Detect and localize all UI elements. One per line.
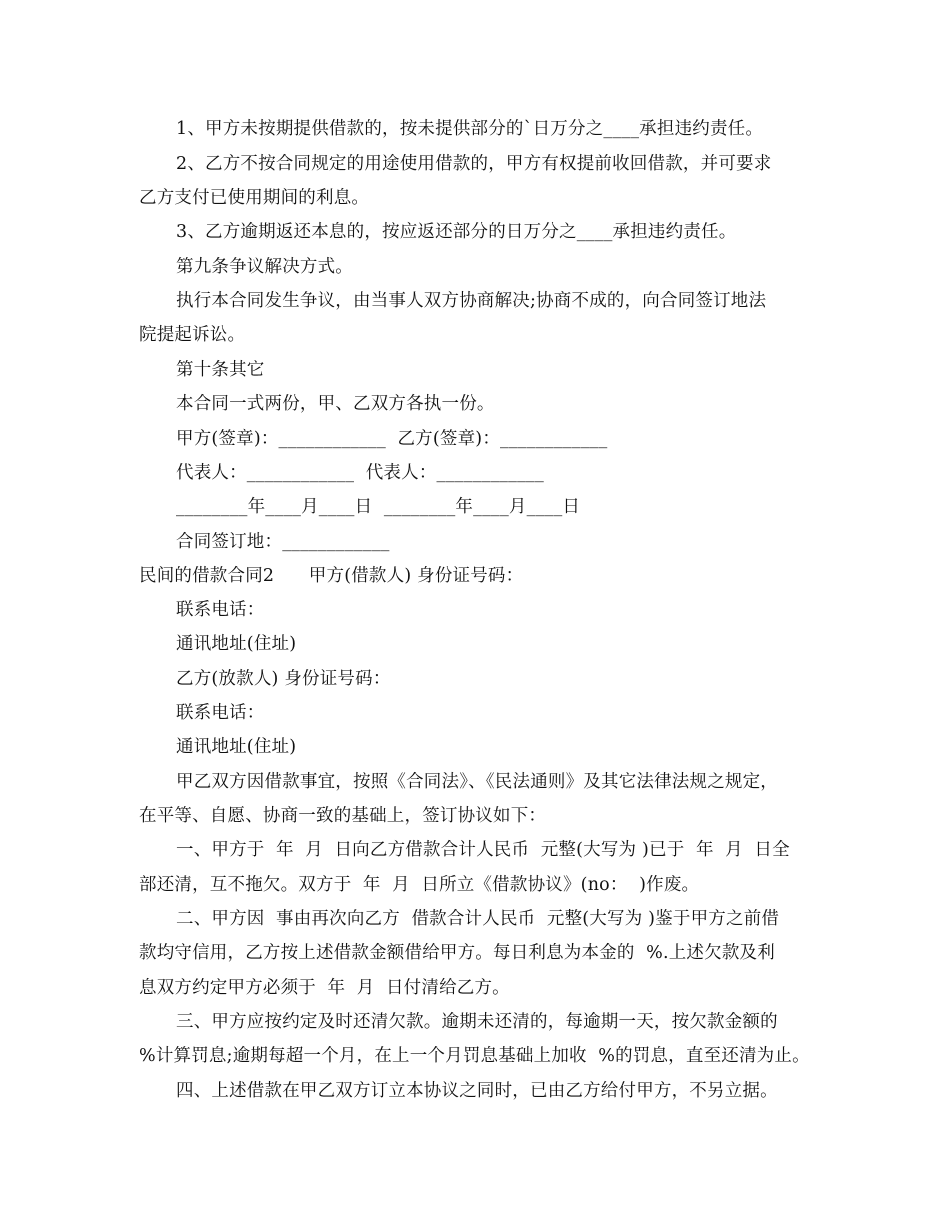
clause-one: 一、甲方于 年 月 日向乙方借款合计人民币 元整(大写为 )已于 年 月 日全 — [176, 840, 790, 860]
article-10-heading: 第十条其它 — [176, 360, 265, 380]
party-b-phone: 联系电话： — [176, 703, 265, 723]
party-a-phone: 联系电话： — [176, 600, 265, 620]
party-b-address: 通讯地址(住址) — [176, 737, 297, 757]
clause-line-1: 1、甲方未按期提供借款的，按未提供部分的`日万分之____承担违约责任。 — [176, 119, 764, 139]
clause-three: 三、甲方应按约定及时还清欠款。逾期未还清的，每逾期一天，按欠款金额的 — [176, 1012, 778, 1032]
article-10-body: 本合同一式两份，甲、乙双方各执一份。 — [176, 394, 495, 414]
clause-four: 四、上述借款在甲乙双方订立本协议之同时，已由乙方给付甲方，不另立据。 — [176, 1081, 778, 1101]
article-9-heading: 第九条争议解决方式。 — [176, 257, 353, 277]
party-b-id: 乙方(放款人) 身份证号码： — [176, 669, 391, 689]
party-a-address: 通讯地址(住址) — [176, 634, 297, 654]
contract-2-title-line: 民间的借款合同2 甲方(借款人) 身份证号码： — [139, 566, 524, 586]
clause-line-3: 3、乙方逾期返还本息的，按应返还部分的日万分之____承担违约责任。 — [176, 222, 737, 242]
representative-line: 代表人：____________ 代表人：____________ — [176, 463, 544, 483]
preamble-line-cont: 在平等、自愿、协商一致的基础上，签订协议如下： — [139, 806, 547, 826]
clause-two: 二、甲方因 事由再次向乙方 借款合计人民币 元整(大写为 )鉴于甲方之前借 — [176, 909, 780, 929]
article-9-body-cont: 院提起诉讼。 — [139, 325, 246, 345]
preamble-line: 甲乙双方因借款事宜，按照《合同法》、《民法通则》及其它法律法规之规定， — [176, 772, 778, 792]
clause-three-cont: %计算罚息;逾期每超一个月，在上一个月罚息基础上加收 %的罚息，直至还清为止。 — [139, 1046, 810, 1066]
clause-line-2: 2、乙方不按合同规定的用途使用借款的，甲方有权提前收回借款，并可要求 — [176, 154, 772, 174]
clause-two-cont-1: 款均守信用，乙方按上述借款金额借给甲方。每日利息为本金的 %.上述欠款及利 — [139, 943, 775, 963]
date-line: ________年____月____日 ________年____月____日 — [176, 497, 581, 517]
signing-place-line: 合同签订地：____________ — [176, 532, 390, 552]
article-9-body: 执行本合同发生争议，由当事人双方协商解决;协商不成的，向合同签订地法 — [176, 291, 767, 311]
clause-line-2-cont: 乙方支付已使用期间的利息。 — [139, 188, 370, 208]
clause-two-cont-2: 息双方约定甲方必须于 年 月 日付清给乙方。 — [139, 978, 510, 998]
clause-one-cont: 部还清，互不拖欠。双方于 年 月 日所立《借款协议》(no： )作废。 — [139, 875, 700, 895]
signature-line: 甲方(签章)：____________ 乙方(签章)：____________ — [176, 429, 608, 449]
